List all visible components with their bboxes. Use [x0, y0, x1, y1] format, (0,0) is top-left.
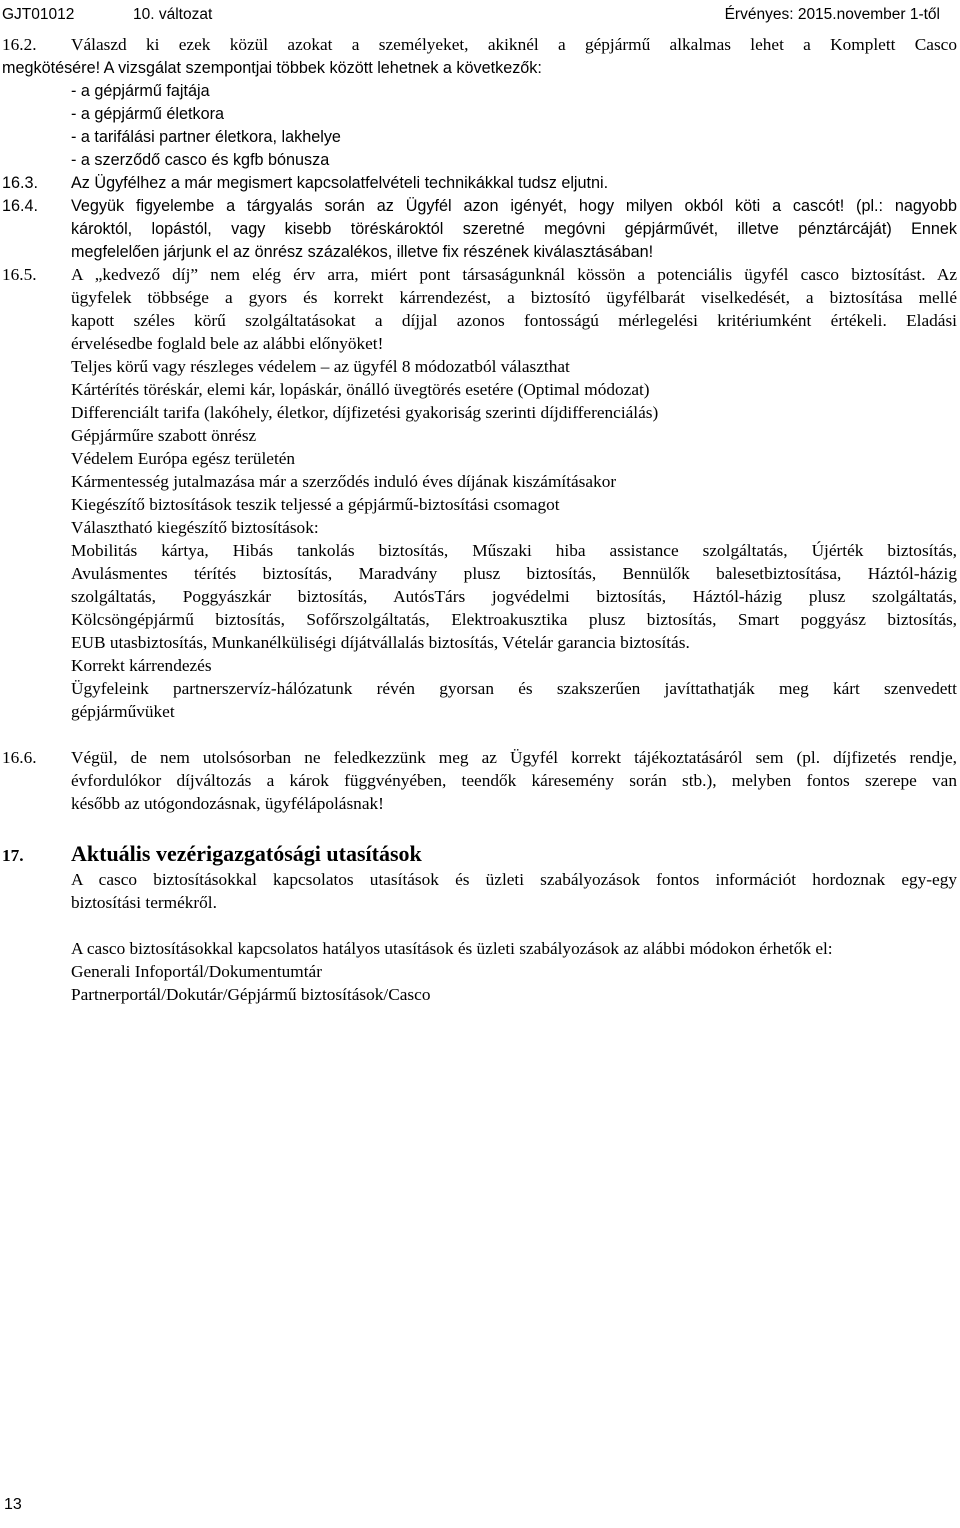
benefit-item: Differenciált tarifa (lakóhely, életkor, díjfizetési gyakoriság szerinti díjdifferenciálás): [71, 403, 659, 422]
optional-cover-line: szolgáltatás, Poggyászkár biztosítás, AutósTárs jogvédelmi biztosítás, Háztól-házig plusz szolgáltatás,: [71, 587, 957, 606]
section-title: Aktuális vezérigazgatósági utasítások: [71, 841, 422, 866]
benefit-item: Teljes körű vagy részleges védelem – az ügyfél 8 módozatból választhat: [71, 357, 570, 376]
optional-cover-line: Avulásmentes térítés biztosítás, Maradvány plusz biztosítás, Bennülők balesetbiztosítása, Háztól-házig: [71, 564, 957, 583]
benefit-item: Kármentesség jutalmazása már a szerződés induló éves díjának kiszámításakor: [71, 472, 617, 491]
page-header: [0, 2, 960, 26]
version-label: 10. változat: [133, 6, 213, 23]
paragraph-line: A „kedvező díj” nem elég érv arra, miért pont társaságunknál kössön a potenciális ügyfél casco biztosítást. Az: [71, 265, 957, 284]
benefit-item: Védelem Európa egész területén: [71, 449, 296, 468]
benefit-item: Kártérítés töréskár, elemi kár, lopáskár, önálló üvegtörés esetére (Optimal módozat): [71, 380, 650, 399]
paragraph-line: Az Ügyfélhez a már megismert kapcsolatfelvételi technikákkal tudsz eljutni.: [71, 174, 609, 192]
paragraph-line: Végül, de nem utolsósorban ne feledkezzünk meg az Ügyfél korrekt tájékoztatásáról sem (pl. díjfizetés rendje,: [71, 748, 957, 767]
paragraph-line: érvelésedbe foglald bele az alábbi előnyöket!: [71, 334, 384, 353]
paragraph-line: A casco biztosításokkal kapcsolatos hatályos utasítások és üzleti szabályozások az alábbi módokon érhetők el:: [71, 939, 833, 958]
paragraph-line: gépjárművüket: [71, 702, 175, 721]
path-line: Partnerportál/Dokutár/Gépjármű biztosítások/Casco: [71, 985, 431, 1004]
paragraph-line: ügyfelek többsége a gyors és korrekt kárrendezést, a biztosító ügyfélbarát viselkedését, a biztosítása mellé: [71, 288, 957, 307]
section-number: 16.5.: [2, 265, 37, 284]
paragraph-line: Válaszd ki ezek közül azokat a személyeket, akiknél a gépjármű alkalmas lehet a Komplett Casco: [71, 35, 957, 54]
paragraph-line: megkötésére! A vizsgálat szempontjai többek között lehetnek a következők:: [2, 59, 542, 77]
benefit-item: Kiegészítő biztosítások teszik teljessé a gépjármű-biztosítási csomagot: [71, 495, 560, 514]
list-item: - a gépjármű fajtája: [71, 82, 210, 100]
doc-code: GJT01012: [2, 6, 75, 23]
paragraph-line: Ügyfeleink partnerszervíz-hálózatunk révén gyorsan és szakszerűen javíttathatják meg kárt szenvedett: [71, 679, 957, 698]
optional-cover-line: Mobilitás kártya, Hibás tankolás biztosítás, Műszaki hiba assistance szolgáltatás, Újérték biztosítás,: [71, 541, 957, 560]
paragraph-line: később az utógondozásnak, ügyfélápolásnak!: [71, 794, 384, 813]
paragraph-line: biztosítási termékről.: [71, 893, 217, 912]
section-number: 16.2.: [2, 35, 37, 54]
section-number: 16.6.: [2, 748, 37, 767]
valid-from: Érvényes: 2015.november 1-től: [724, 6, 940, 23]
section-number: 17.: [2, 846, 24, 865]
list-item: - a tarifálási partner életkora, lakhelye: [71, 128, 341, 146]
list-item: - a szerződő casco és kgfb bónusza: [71, 151, 330, 169]
section-number: 16.4.: [2, 197, 39, 215]
paragraph-line: A casco biztosításokkal kapcsolatos utasítások és üzleti szabályozások fontos információt hordoznak egy-egy: [71, 870, 957, 889]
benefit-item: Választható kiegészítő biztosítások:: [71, 518, 319, 537]
optional-cover-line: EUB utasbiztosítás, Munkanélküliségi díjátvállalás biztosítás, Vételár garancia biztosítás.: [71, 633, 690, 652]
paragraph-line: kapott széles körű szolgáltatásokat a díjjal azonos fontosságú mérlegelési kritériumként értékeli. Eladási: [71, 311, 957, 330]
claims-title: Korrekt kárrendezés: [71, 656, 212, 675]
benefit-item: Gépjárműre szabott önrész: [71, 426, 257, 445]
path-line: Generali Infoportál/Dokumentumtár: [71, 962, 322, 981]
paragraph-line: megfelelően járjunk el az önrész százalékos, illetve fix részének kiválasztásában!: [71, 243, 654, 261]
section-number: 16.3.: [2, 174, 39, 192]
paragraph-line: Vegyük figyelembe a tárgyalás során az Ügyfél azon igényét, hogy milyen okból köti a cascót! (pl.: nagyobb: [71, 197, 957, 215]
paragraph-line: károktól, lopástól, vagy kisebb töréskároktól szeretné megóvni gépjárművét, illetve pénztárcáját) Ennek: [71, 220, 957, 238]
list-item: - a gépjármű életkora: [71, 105, 224, 123]
paragraph-line: évfordulókor díjváltozás a károk függvényében, teendők káresemény során stb.), melyben fontos szerepe van: [71, 771, 957, 790]
optional-cover-line: Kölcsöngépjármű biztosítás, Sofőrszolgáltatás, Elektroakusztika plusz biztosítás, Smart poggyász biztosítás,: [71, 610, 957, 629]
page-number: 13: [4, 1496, 22, 1513]
